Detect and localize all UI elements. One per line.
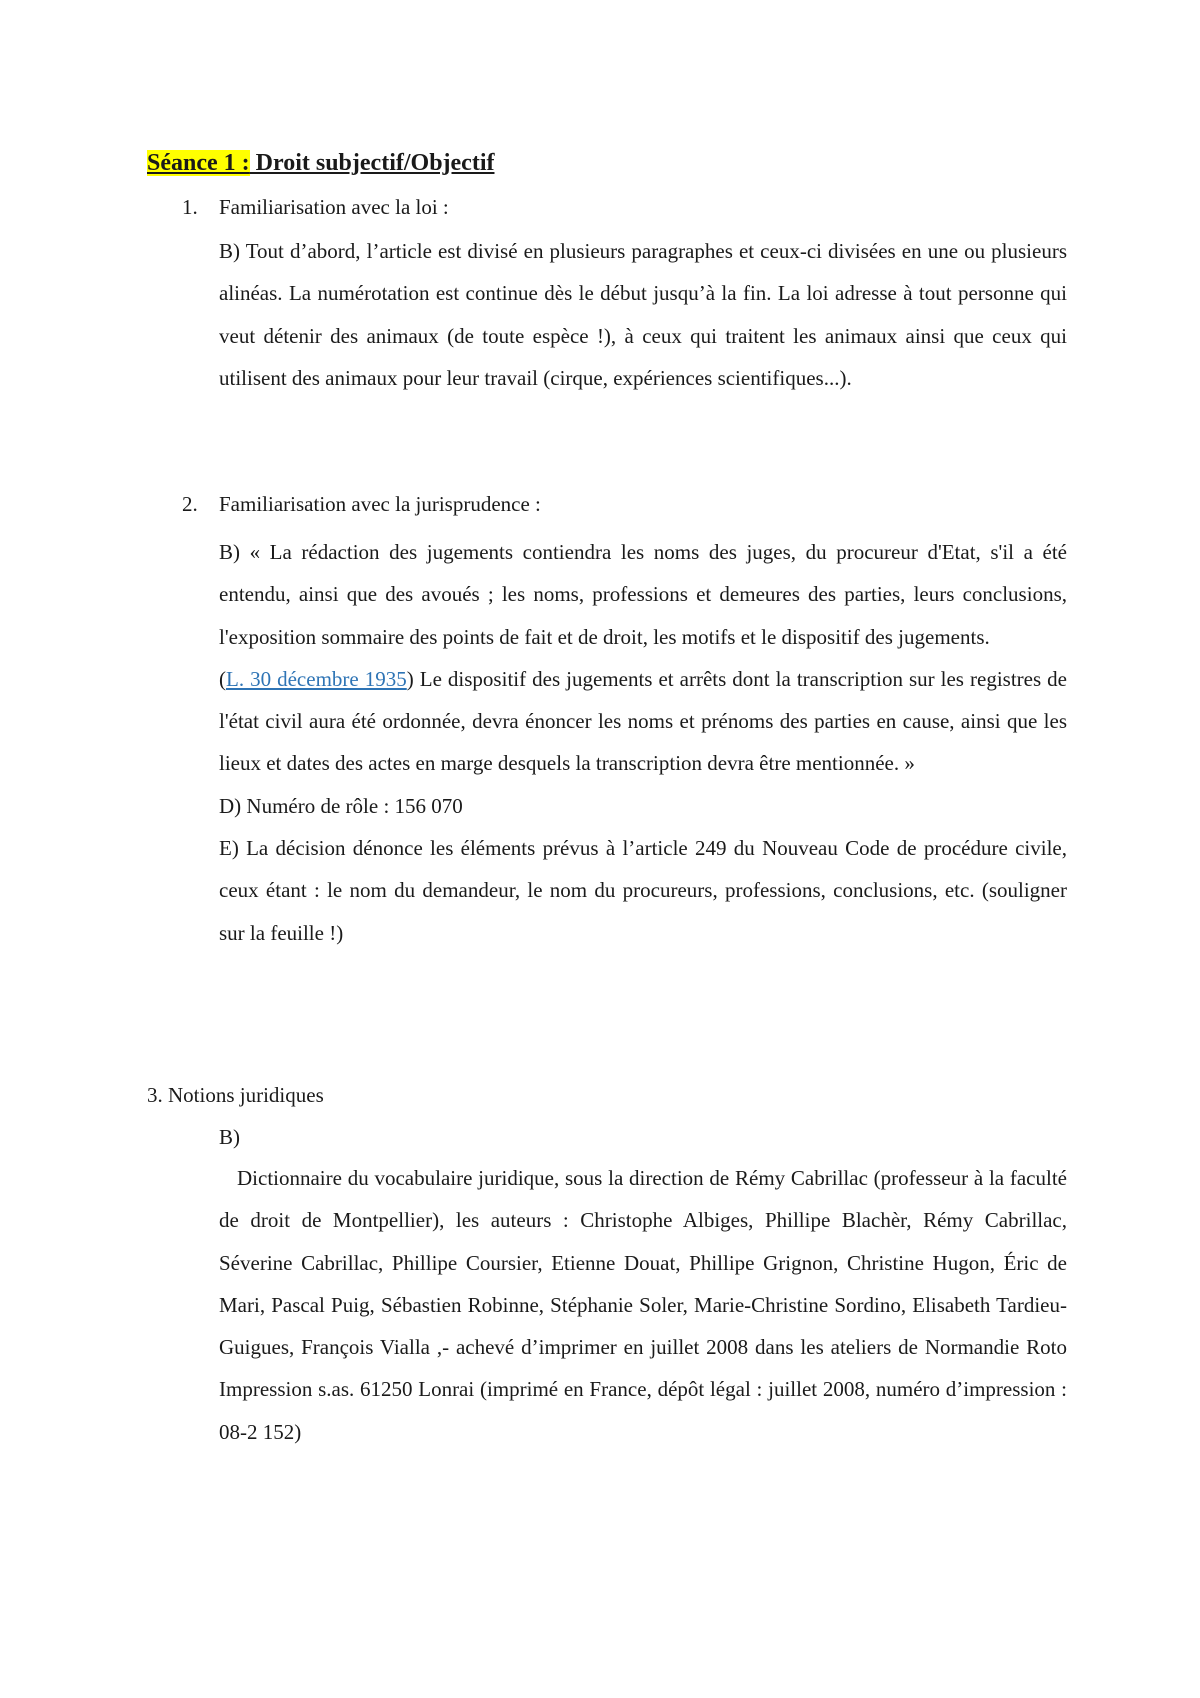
title-highlight: Séance 1 : — [147, 150, 250, 176]
section2-number: 2. — [182, 492, 198, 516]
section1-number: 1. — [182, 195, 198, 219]
section2-paragraph-b: B) « La rédaction des jugements contiendra les noms des juges, du procureur d'Etat, s'il a été entendu, ainsi que des avoués ; les noms, professions et demeures des parties, leurs conclusions, l'exposition sommaire des points de fait et de droit, les motifs et le dispositif des jugements. — [219, 540, 1067, 649]
law-text: ) Le dispositif des jugements et arrêts dont la transcription sur les registres de l'état civil aura été ordonnée, devra énoncer les noms et prénoms des parties en cause, ainsi que les lieux et dates des actes en marge desquels la transcription devra être mentionnée. » — [219, 666, 1067, 776]
section2-body — [219, 531, 1067, 954]
law-open-paren: ( — [219, 666, 226, 691]
page-title — [147, 148, 494, 178]
section3-body — [219, 1157, 1067, 1453]
section2-heading: Familiarisation avec la jurisprudence : — [219, 492, 541, 516]
section3-label-b: B) — [219, 1125, 240, 1149]
law-reference-link[interactable]: L. 30 décembre 1935 — [226, 666, 407, 691]
title-rest: Droit subjectif/Objectif — [249, 150, 495, 176]
section1-heading: Familiarisation avec la loi : — [219, 195, 449, 219]
section1-paragraph-b-text: B) Tout d’abord, l’article est divisé en plusieurs paragraphes et ceux-ci divisées en une ou plusieurs alinéas. La numérotation est continue dès le début jusqu’à la fin. La loi adresse à tout personne qui veut détenir des animaux (de toute espèce !), à ceux qui traitent les animaux ainsi que ceux qui utilisent des animaux pour leur travail (cirque, expériences scientifiques...). — [219, 239, 1067, 390]
section2-paragraph-law — [219, 658, 1067, 785]
section1-paragraph-b — [219, 230, 1067, 399]
section3-paragraph: Dictionnaire du vocabulaire juridique, sous la direction de Rémy Cabrillac (professeur à la faculté de droit de Montpellier), les auteurs : Christophe Albiges, Phillipe Blachèr, Rémy Cabrillac, Séverine Cabrillac, Phillipe Coursier, Etienne Douat, Phillipe Grignon, Christine Hugon, Éric de Mari, Pascal Puig, Sébastien Robinne, Stéphanie Soler, Marie-Christine Sordino, Elisabeth Tardieu-Guigues, François Vialla ,- achevé d’imprimer en juillet 2008 dans les ateliers de Normandie Roto Impression s.as. 61250 Lonrai (imprimé en France, dépôt légal : juillet 2008, numéro d’impression : 08-2 152) — [219, 1166, 1067, 1444]
section2-paragraph-e: E) La décision dénonce les éléments prévus à l’article 249 du Nouveau Code de procédure civile, ceux étant : le nom du demandeur, le nom du procureurs, professions, conclusions, etc. (souligner sur la feuille !) — [219, 836, 1067, 945]
section3-heading: 3. Notions juridiques — [147, 1083, 324, 1107]
section2-paragraph-d: D) Numéro de rôle : 156 070 — [219, 793, 463, 818]
